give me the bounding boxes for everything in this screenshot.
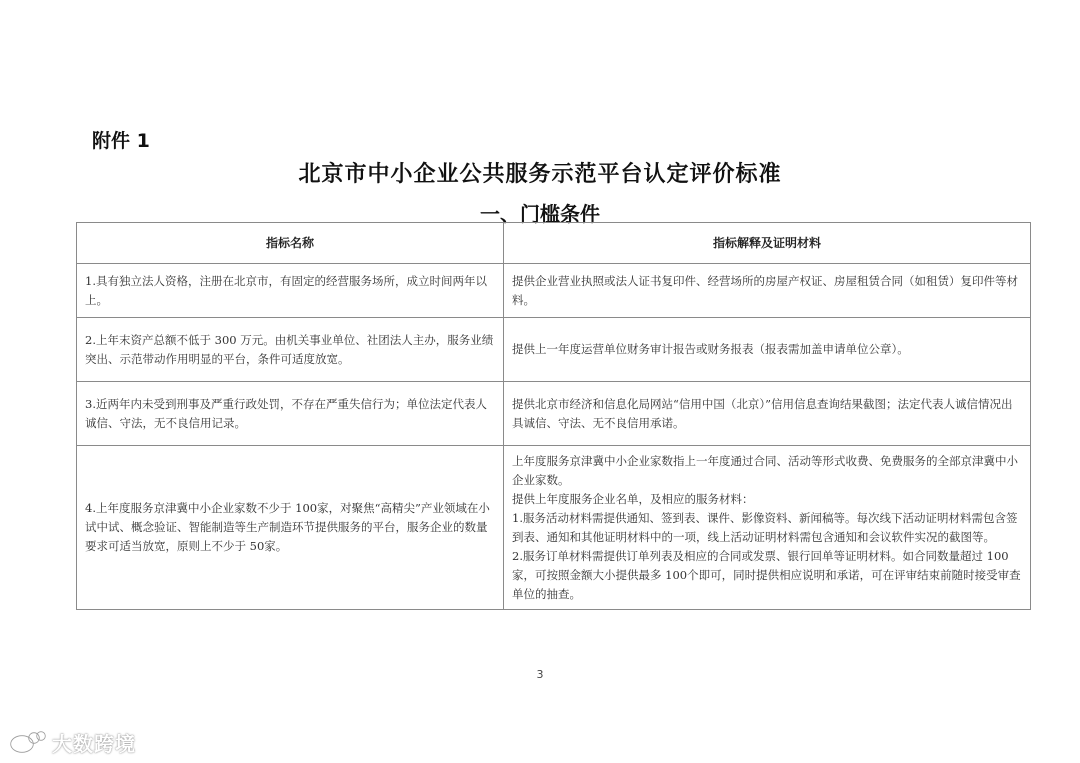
- criterion-cell: 2.上年末资产总额不低于 300 万元。由机关事业单位、社团法人主办，服务业绩突出、示范带动作用明显的平台，条件可适度放宽。: [77, 318, 504, 382]
- criterion-cell: 3.近两年内未受到刑事及严重行政处罚，不存在严重失信行为；单位法定代表人诚信、守法，无不良信用记录。: [77, 382, 504, 446]
- table-header-row: [77, 223, 1031, 264]
- table-row: [77, 264, 1031, 318]
- document-title: 北京市中小企业公共服务示范平台认定评价标准: [298, 162, 782, 187]
- table-row: [77, 382, 1031, 446]
- page-number: 3: [536, 668, 544, 681]
- evidence-line: 1.服务活动材料需提供通知、签到表、课件、影像资料、新闻稿等。每次线下活动证明材料需包含签到表、通知和其他证明材料中的一项，线上活动证明材料需包含通知和会议软件实况的截图等。: [512, 510, 1018, 544]
- evidence-line: 提供上年度服务企业名单，及相应的服务材料：: [512, 491, 754, 506]
- table-row: [77, 446, 1031, 610]
- column-header-evidence: 指标解释及证明材料: [504, 223, 1031, 264]
- evidence-line: 提供北京市经济和信息化局网站“信用中国（北京）”信用信息查询结果截图；法定代表人诚信情况出具诚信、守法、无不良信用承诺。: [512, 396, 1013, 430]
- weibo-logo-icon: [8, 729, 46, 755]
- attachment-label: 附件 1: [92, 130, 150, 152]
- watermark: [8, 726, 136, 758]
- evidence-cell: [504, 382, 1031, 446]
- evidence-cell: [504, 318, 1031, 382]
- evidence-line: 提供企业营业执照或法人证书复印件、经营场所的房屋产权证、房屋租赁合同（如租赁）复印件等材料。: [512, 273, 1018, 307]
- evidence-cell: [504, 446, 1031, 610]
- criterion-cell: 1.具有独立法人资格，注册在北京市，有固定的经营服务场所，成立时间两年以上。: [77, 264, 504, 318]
- table-row: [77, 318, 1031, 382]
- evidence-line: 上年度服务京津冀中小企业家数指上一年度通过合同、活动等形式收费、免费服务的全部京津冀中小企业家数。: [512, 453, 1018, 487]
- watermark-text: 大数跨境: [52, 731, 136, 756]
- criterion-cell: 4.上年度服务京津冀中小企业家数不少于 100家，对聚焦“高精尖”产业领域在小试中试、概念验证、智能制造等生产制造环节提供服务的平台，服务企业的数量要求可适当放宽，原则上不少于 50家。: [77, 446, 504, 610]
- evidence-cell: [504, 264, 1031, 318]
- column-header-criterion: 指标名称: [77, 223, 504, 264]
- evidence-line: 提供上一年度运营单位财务审计报告或财务报表（报表需加盖申请单位公章）。: [512, 342, 909, 356]
- section-title: 一、门槛条件: [480, 202, 600, 226]
- evidence-line: 2.服务订单材料需提供订单列表及相应的合同或发票、银行回单等证明材料。如合同数量超过 100家，可按照金额大小提供最多 100个即可，同时提供相应说明和承诺，可在评审结束前随时接受审查单位的抽查。: [512, 548, 1021, 601]
- criteria-table: [76, 222, 1031, 610]
